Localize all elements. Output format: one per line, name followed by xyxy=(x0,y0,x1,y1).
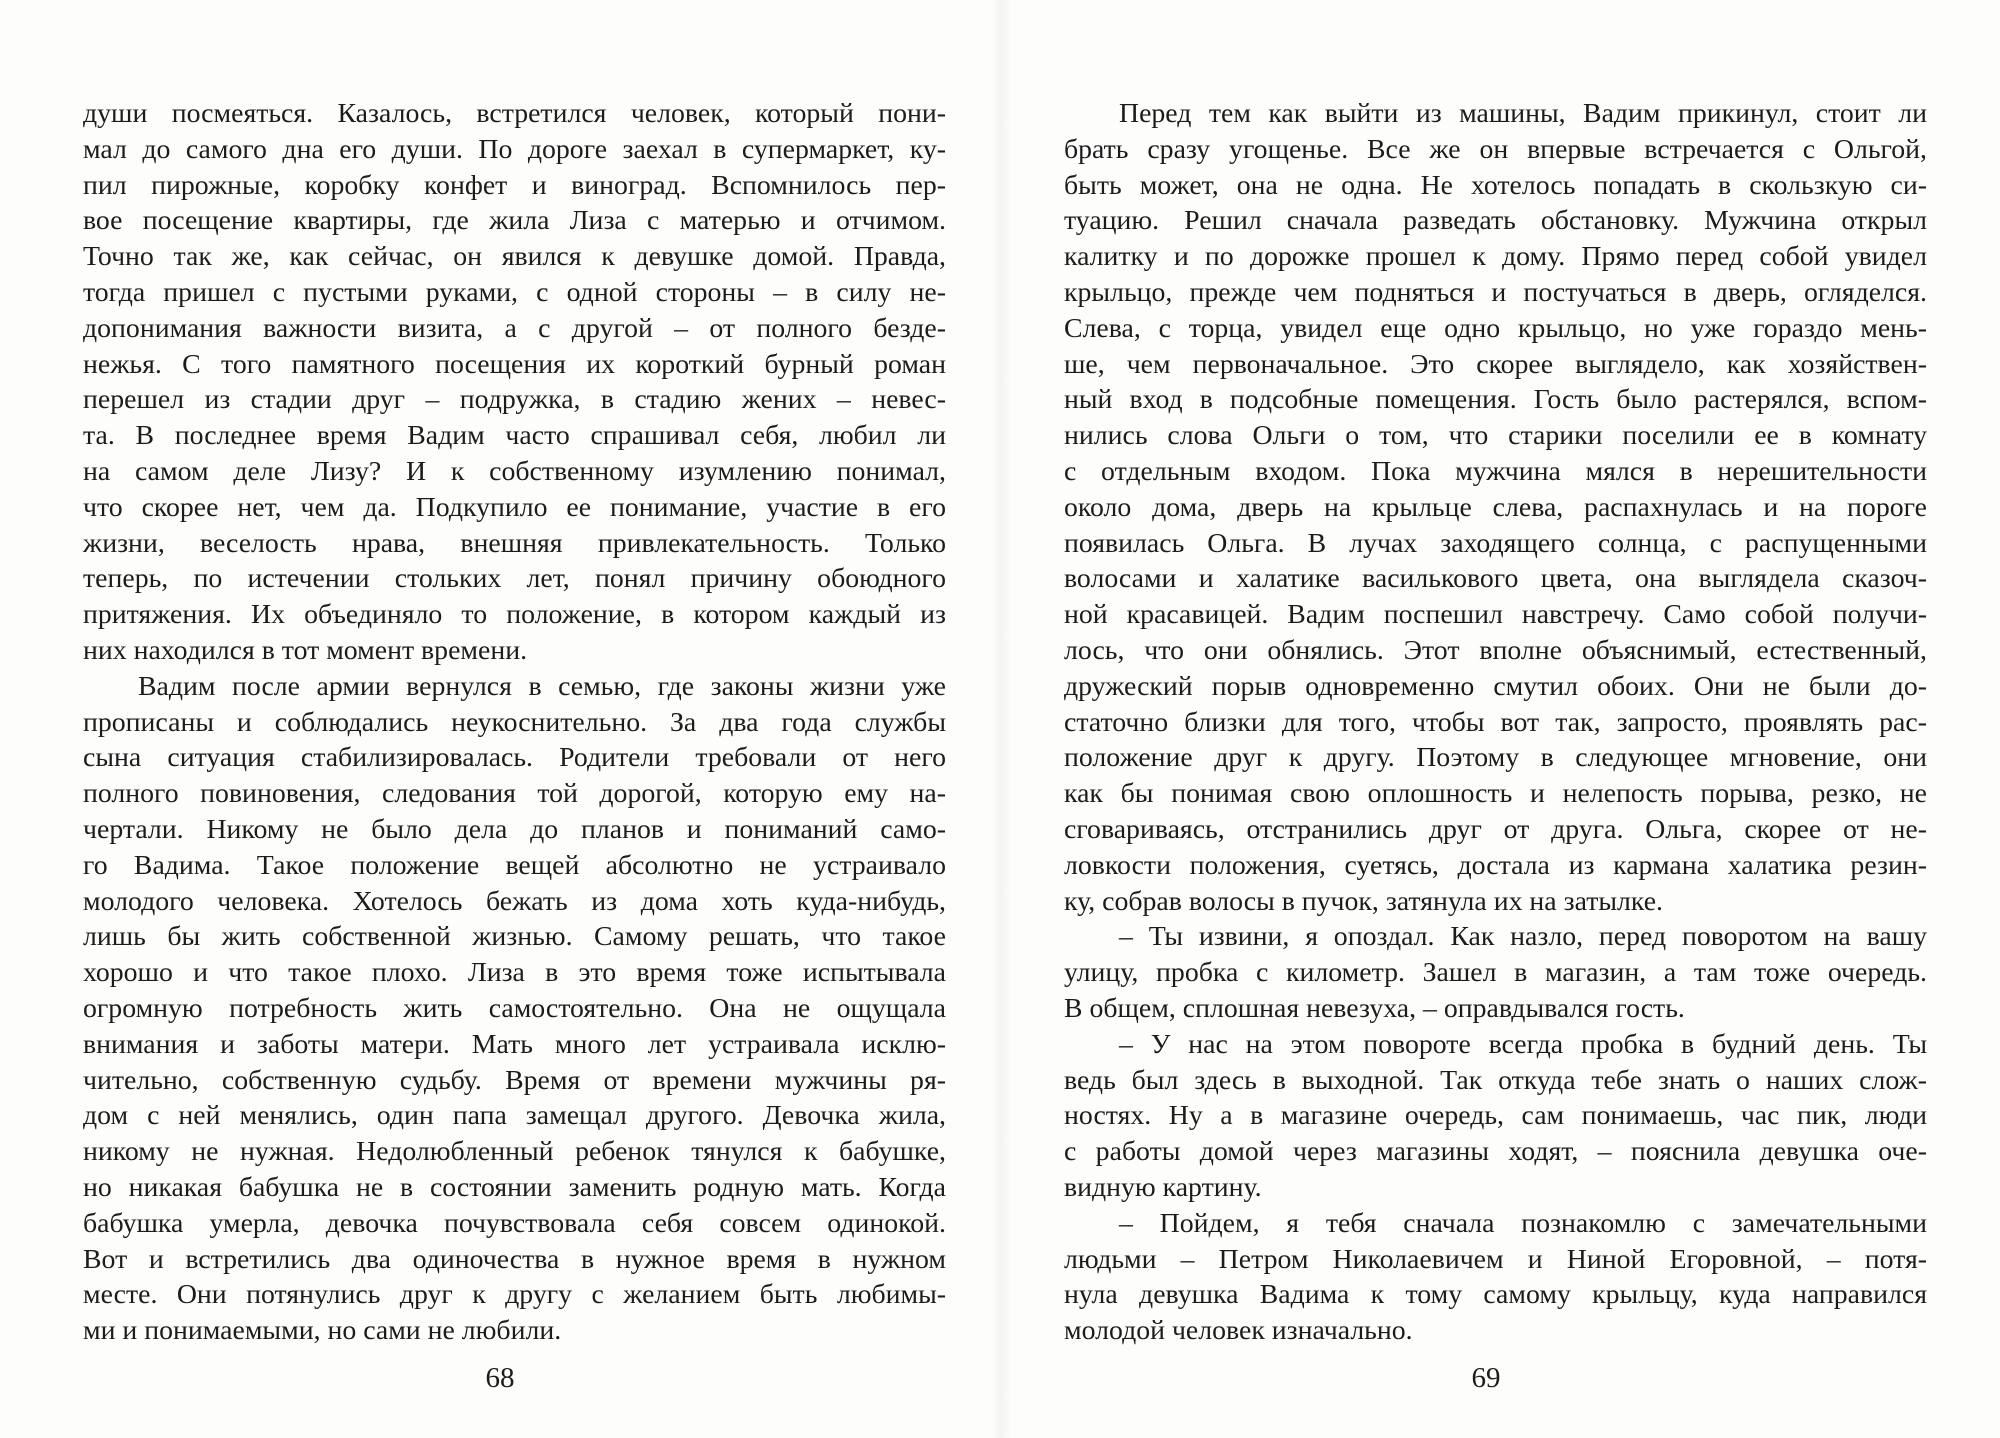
text-line: – Пойдем, я тебя сначала познакомлю с замечательными xyxy=(1119,1207,1927,1239)
text-line: теперь, по истечении стольких лет, понял причину обоюдного xyxy=(83,563,946,595)
text-line: прописаны и соблюдались неукоснительно. За два года службы xyxy=(83,706,946,738)
text-line: полного повиновения, следования той дорогой, которую ему на- xyxy=(83,778,946,810)
text-line: ный вход в подсобные помещения. Гость было растерялся, вспом- xyxy=(1064,384,1927,416)
text-line: пил пирожные, коробку конфет и виноград. Вспомнилось пер- xyxy=(83,169,946,201)
text-line: внимания и заботы матери. Мать много лет устраивала исклю- xyxy=(83,1028,946,1060)
text-line: тогда пришел с пустыми руками, с одной стороны – в силу не- xyxy=(83,276,946,308)
text-line: ми и понимаемыми, но сами не любили. xyxy=(83,1315,562,1347)
text-line: дом с ней менялись, один папа замещал другого. Девочка жила, xyxy=(83,1100,946,1132)
text-line: них находился в тот момент времени. xyxy=(83,634,528,666)
paragraph xyxy=(1064,96,1927,919)
left-page-number: 68 xyxy=(485,1362,515,1394)
text-line: молодого человека. Хотелось бежать из дома хоть куда-нибудь, xyxy=(83,885,946,917)
text-line: ной красавицей. Вадим поспешил навстречу. Само собой получи- xyxy=(1064,599,1927,631)
text-line: статочно близки для того, чтобы вот так, запросто, проявлять рас- xyxy=(1064,706,1927,738)
paragraph xyxy=(1064,919,1927,1026)
text-line: Точно так же, как сейчас, он явился к девушке домой. Правда, xyxy=(83,241,946,273)
text-line: ностях. Ну а в магазине очередь, сам понимаешь, час пик, люди xyxy=(1064,1100,1927,1132)
text-line: с отдельным входом. Пока мужчина мялся в нерешительности xyxy=(1064,455,1927,487)
text-line: быть может, она не одна. Не хотелось попадать в скользкую си- xyxy=(1064,169,1927,201)
left-page xyxy=(83,96,946,1349)
text-line: ше, чем первоначальное. Это скорее выглядело, как хозяйствен- xyxy=(1064,348,1927,380)
text-line: лишь бы жить собственной жизнью. Самому решать, что такое xyxy=(83,921,946,953)
text-line: хорошо и что такое плохо. Лиза в это время тоже испытывала xyxy=(83,957,946,989)
text-line: души посмеяться. Казалось, встретился человек, который пони- xyxy=(83,98,946,129)
text-line: дружеский порыв одновременно смутил обоих. Они не были до- xyxy=(1064,670,1927,702)
text-line: калитку и по дорожке прошел к дому. Прямо перед собой увидел xyxy=(1064,241,1927,273)
text-line: мал до самого дна его души. По дороге заехал в супермаркет, ку- xyxy=(83,133,946,165)
text-line: ведь был здесь в выходной. Так откуда тебе знать о наших слож- xyxy=(1064,1064,1927,1096)
text-line: ловкости положения, суетясь, достала из кармана халатика резин- xyxy=(1064,849,1927,881)
text-line: никому не нужная. Недолюбленный ребенок тянулся к бабушке, xyxy=(83,1136,946,1168)
text-line: Перед тем как выйти из машины, Вадим прикинул, стоит ли xyxy=(1119,98,1927,129)
text-line: нились слова Ольги о том, что старики поселили ее в комнату xyxy=(1064,420,1927,452)
text-line: но никакая бабушка не в состоянии заменить родную мать. Когда xyxy=(83,1171,946,1203)
text-line: притяжения. Их объединяло то положение, в котором каждый из xyxy=(83,599,946,631)
text-line: жизни, веселость нрава, внешняя привлекательность. Только xyxy=(83,527,946,559)
text-line: людьми – Петром Николаевичем и Ниной Егоровной, – потя- xyxy=(1064,1243,1927,1275)
text-line: крыльцо, прежде чем подняться и постучаться в дверь, огляделся. xyxy=(1064,276,1927,308)
text-line: появилась Ольга. В лучах заходящего солнца, с распущенными xyxy=(1064,527,1927,559)
text-line: положение друг к другу. Поэтому в следующее мгновение, они xyxy=(1064,742,1927,774)
text-line: молодой человек изначально. xyxy=(1064,1315,1413,1347)
text-line: около дома, дверь на крыльце слева, распахнулась и на пороге xyxy=(1064,491,1927,523)
text-line: Слева, с торца, увидел еще одно крыльцо, но уже гораздо мень- xyxy=(1064,312,1927,344)
text-line: как бы понимая свою оплошность и нелепость порыва, резко, не xyxy=(1064,778,1927,810)
text-line: Вадим после армии вернулся в семью, где законы жизни уже xyxy=(138,670,946,702)
text-line: видную картину. xyxy=(1064,1171,1262,1203)
text-line: брать сразу угощенье. Все же он впервые встречается с Ольгой, xyxy=(1064,133,1927,165)
paragraph xyxy=(1064,1206,1927,1349)
text-line: В общем, сплошная невезуха, – оправдывался гость. xyxy=(1064,992,1685,1024)
paragraph xyxy=(1064,1027,1927,1206)
text-line: го Вадима. Такое положение вещей абсолютно не устраивало xyxy=(83,849,946,881)
text-line: бабушка умерла, девочка почувствовала себя совсем одинокой. xyxy=(83,1207,946,1239)
text-line: ку, собрав волосы в пучок, затянула их на затылке. xyxy=(1064,885,1663,917)
paragraph xyxy=(83,669,946,1349)
text-line: нула девушка Вадима к тому самому крыльцу, куда направился xyxy=(1064,1279,1927,1311)
right-page-number: 69 xyxy=(1471,1362,1501,1394)
book-gutter xyxy=(990,0,1012,1438)
text-line: туацию. Решил сначала разведать обстановку. Мужчина открыл xyxy=(1064,205,1927,237)
right-page xyxy=(1064,96,1927,1349)
text-line: волосами и халатике василькового цвета, она выглядела сказоч- xyxy=(1064,563,1927,595)
text-line: улицу, пробка с километр. Зашел в магазин, а там тоже очередь. xyxy=(1064,957,1927,989)
text-line: с работы домой через магазины ходят, – пояснила девушка оче- xyxy=(1064,1136,1927,1168)
text-line: перешел из стадии друг – подружка, в стадию жених – невес- xyxy=(83,384,946,416)
text-line: лось, что они обнялись. Этот вполне объяснимый, естественный, xyxy=(1064,634,1927,666)
text-line: – У нас на этом повороте всегда пробка в будний день. Ты xyxy=(1119,1028,1927,1060)
text-line: вое посещение квартиры, где жила Лиза с матерью и отчимом. xyxy=(83,205,946,237)
text-line: нежья. С того памятного посещения их короткий бурный роман xyxy=(83,348,946,380)
text-line: на самом деле Лизу? И к собственному изумлению понимал, xyxy=(83,455,946,487)
text-line: Вот и встретились два одиночества в нужное время в нужном xyxy=(83,1243,946,1275)
text-line: сына ситуация стабилизировалась. Родители требовали от него xyxy=(83,742,946,774)
text-line: чительно, собственную судьбу. Время от времени мужчины ря- xyxy=(83,1064,946,1096)
paragraph xyxy=(83,96,946,669)
text-line: что скорее нет, чем да. Подкупило ее понимание, участие в его xyxy=(83,491,946,523)
text-line: допонимания важности визита, а с другой – от полного безде- xyxy=(83,312,946,344)
text-line: огромную потребность жить самостоятельно. Она не ощущала xyxy=(83,992,946,1024)
text-line: сговариваясь, отстранились друг от друга. Ольга, скорее от не- xyxy=(1064,813,1927,845)
text-line: – Ты извини, я опоздал. Как назло, перед поворотом на вашу xyxy=(1119,921,1927,953)
text-line: месте. Они потянулись друг к другу с желанием быть любимы- xyxy=(83,1279,946,1311)
text-line: та. В последнее время Вадим часто спрашивал себя, любил ли xyxy=(83,420,946,452)
text-line: чертали. Никому не было дела до планов и пониманий само- xyxy=(83,813,946,845)
